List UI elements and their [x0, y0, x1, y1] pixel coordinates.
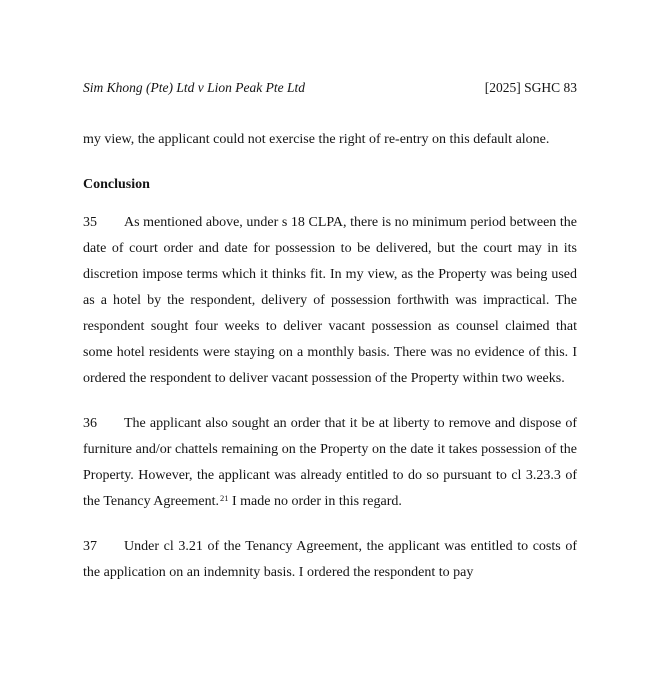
paragraph-37 — [83, 534, 577, 586]
paragraph-number: 35 — [83, 215, 97, 230]
paragraph-number: 36 — [83, 416, 97, 431]
running-header — [83, 79, 577, 97]
paragraph-text: Under cl 3.21 of the Tenancy Agreement, the applicant was entitled to costs of the application on an indemnity basis. I ordered the respondent to pay — [83, 539, 577, 580]
case-name: Sim Khong (Pte) Ltd v Lion Peak Pte Ltd — [83, 80, 305, 95]
paragraph-text: my view, the applicant could not exercise the right of re-entry on this default alone. — [83, 132, 550, 147]
judgment-body — [83, 127, 577, 605]
paragraph-35 — [83, 210, 577, 392]
paragraph-text: As mentioned above, under s 18 CLPA, there is no minimum period between the date of court order and date for possession to be delivered, but the court may in its discretion impose terms which it thinks fit. In my view, as the Property was being used as a hotel by the respondent, delivery of possession forthwith was impractical. The respondent sought four weeks to deliver vacant possession as counsel claimed that some hotel residents were staying on a monthly basis. There was no evidence of this. I ordered the respondent to deliver vacant possession of the Property within two weeks. — [83, 215, 577, 386]
paragraph-text-after-footnote: I made no order in this regard. — [232, 494, 402, 509]
paragraph-text: The applicant also sought an order that it be at liberty to remove and dispose of furniture and/or chattels remaining on the Property on the date it takes possession of the Property. However, the applicant was already entitled to do so pursuant to cl 3.23.3 of the Tenancy Agreement. — [83, 416, 577, 509]
citation: [2025] SGHC 83 — [484, 80, 577, 95]
paragraph-continuation — [83, 127, 577, 153]
paragraph-number: 37 — [83, 539, 97, 554]
paragraph-36 — [83, 411, 577, 515]
section-heading-conclusion: Conclusion — [83, 177, 150, 192]
footnote-ref-21: 21 — [220, 492, 229, 503]
